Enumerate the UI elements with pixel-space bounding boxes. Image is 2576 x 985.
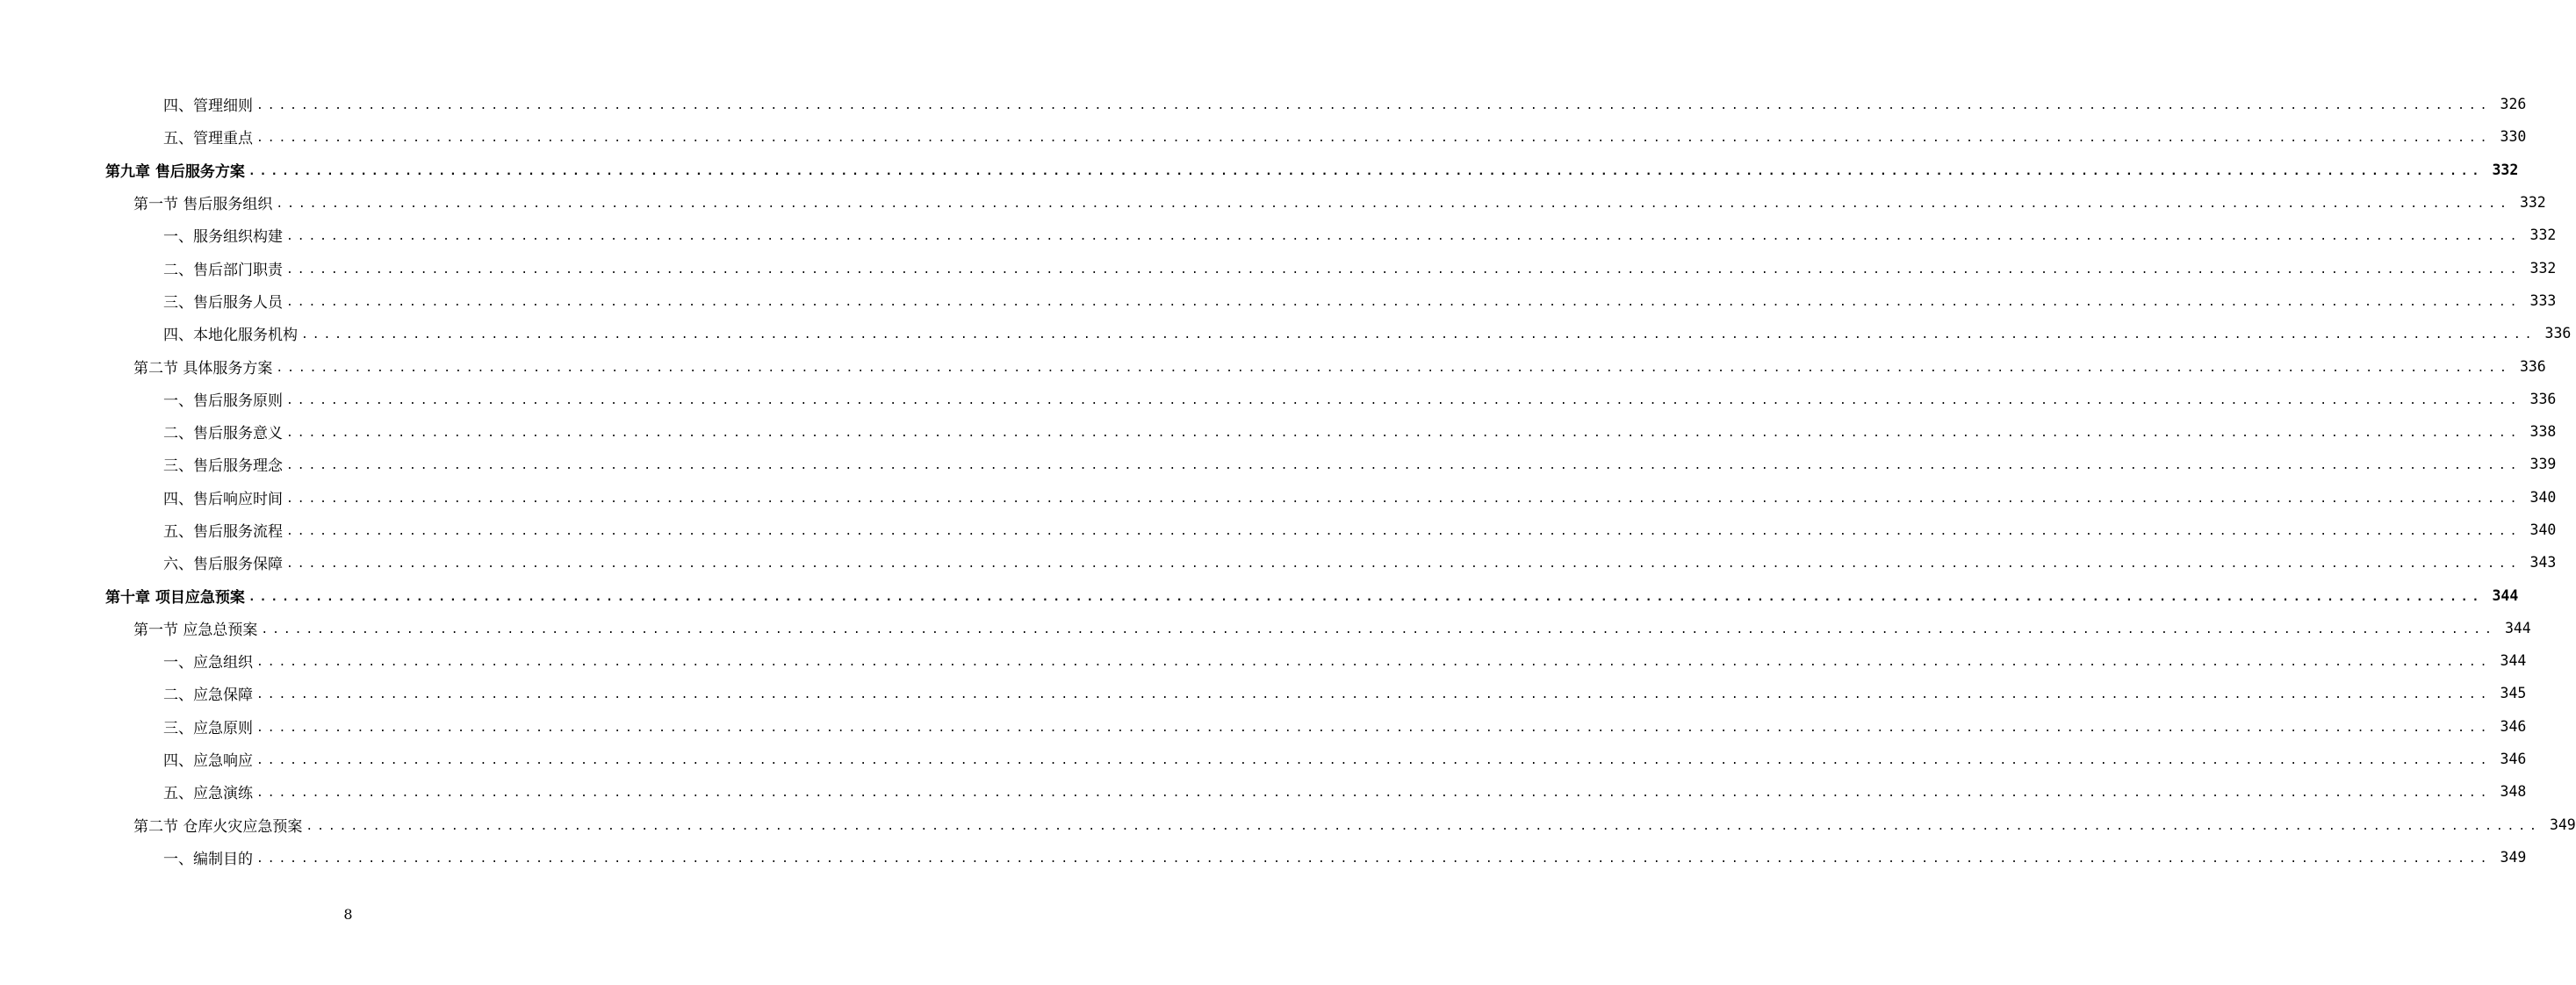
dot-leader: ........................................................................................................................................................................................................ [256, 99, 2492, 113]
toc-entry-label: 五、应急演练 [163, 785, 253, 803]
toc-entry-page-number: 344 [2504, 619, 2531, 636]
toc-entry-item[interactable] [0, 120, 2527, 153]
toc-entry-item[interactable] [0, 88, 2527, 120]
toc-entry-label: 三、售后服务理念 [163, 457, 283, 476]
toc-entry-label: 二、售后部门职责 [163, 261, 283, 279]
toc-entry-page-number: 336 [2544, 325, 2572, 342]
toc-entry-section[interactable] [0, 612, 2531, 644]
toc-entry-item[interactable] [0, 710, 2527, 743]
dot-leader: ........................................................................................................................................................................................................ [286, 262, 2522, 277]
toc-entry-label: 第一节 应急总预案 [133, 621, 258, 639]
toc-entry-page-number: 332 [2529, 226, 2557, 244]
toc-entry-label: 三、应急原则 [163, 719, 253, 737]
toc-entry-item[interactable] [0, 415, 2557, 448]
dot-leader: ........................................................................................................................................................................................................ [306, 819, 2541, 833]
dot-leader: ........................................................................................................................................................................................................ [256, 721, 2492, 735]
toc-entry-section[interactable] [0, 349, 2546, 382]
toc-entry-page-number: 332 [2519, 194, 2546, 212]
toc-entry-page-number: 336 [2519, 357, 2546, 375]
toc-entry-item[interactable] [0, 219, 2557, 251]
toc-entry-label: 三、售后服务人员 [163, 293, 283, 312]
dot-leader: ........................................................................................................................................................................................................ [256, 656, 2492, 670]
toc-entry-page-number: 343 [2529, 554, 2557, 572]
toc-entry-chapter[interactable] [0, 154, 2519, 186]
dot-leader: ........................................................................................................................................................................................................ [286, 459, 2522, 473]
toc-entry-label: 一、编制目的 [163, 850, 253, 868]
toc-entry-label: 五、售后服务流程 [163, 523, 283, 541]
toc-entry-label: 四、应急响应 [163, 752, 253, 771]
toc-entry-page-number: 326 [2500, 96, 2527, 113]
toc-entry-label: 六、售后服务保障 [163, 556, 283, 574]
toc-entry-item[interactable] [0, 251, 2557, 284]
toc-entry-page-number: 344 [2492, 586, 2519, 604]
toc-entry-item[interactable] [0, 644, 2527, 677]
table-of-contents [0, 88, 2576, 874]
dot-leader: ........................................................................................................................................................................................................ [286, 427, 2522, 441]
dot-leader: ........................................................................................................................................................................................................ [286, 557, 2522, 572]
toc-entry-page-number: 344 [2500, 652, 2527, 670]
toc-entry-page-number: 348 [2500, 783, 2527, 801]
toc-entry-item[interactable] [0, 743, 2527, 775]
toc-entry-page-number: 346 [2500, 717, 2527, 735]
toc-entry-page-number: 332 [2529, 259, 2557, 277]
toc-entry-item[interactable] [0, 284, 2557, 317]
toc-entry-page-number: 346 [2500, 751, 2527, 768]
toc-entry-label: 二、应急保障 [163, 687, 253, 705]
toc-entry-label: 一、售后服务原则 [163, 392, 283, 410]
toc-entry-page-number: 340 [2529, 521, 2557, 538]
toc-entry-item[interactable] [0, 317, 2572, 349]
toc-entry-label: 第十章 项目应急预案 [105, 588, 245, 607]
toc-entry-label: 第二节 仓库火灾应急预案 [133, 817, 303, 836]
toc-entry-item[interactable] [0, 448, 2557, 480]
toc-entry-page-number: 338 [2529, 423, 2557, 441]
toc-entry-page-number: 333 [2529, 291, 2557, 309]
dot-leader: ........................................................................................................................................................................................................ [286, 295, 2522, 309]
page-number: 8 [343, 906, 353, 923]
toc-entry-label: 五、管理重点 [163, 130, 253, 148]
toc-entry-item[interactable] [0, 514, 2557, 546]
toc-entry-label: 第二节 具体服务方案 [133, 359, 273, 377]
toc-entry-label: 第九章 售后服务方案 [105, 162, 245, 181]
toc-entry-section[interactable] [0, 809, 2576, 841]
dot-leader: ........................................................................................................................................................................................................ [256, 688, 2492, 702]
dot-leader: ........................................................................................................................................................................................................ [286, 230, 2522, 244]
toc-entry-label: 四、本地化服务机构 [163, 327, 298, 345]
toc-entry-page-number: 332 [2492, 161, 2519, 178]
toc-entry-page-number: 336 [2529, 390, 2557, 407]
dot-leader: ........................................................................................................................................................................................................ [256, 754, 2492, 768]
toc-entry-item[interactable] [0, 546, 2557, 579]
dot-leader: ........................................................................................................................................................................................................ [256, 132, 2492, 146]
toc-entry-label: 四、售后响应时间 [163, 490, 283, 508]
dot-leader: ........................................................................................................................................................................................................ [286, 492, 2522, 506]
dot-leader: ........................................................................................................................................................................................................ [248, 590, 2484, 604]
toc-entry-label: 一、应急组织 [163, 654, 253, 672]
dot-leader: ........................................................................................................................................................................................................ [286, 393, 2522, 407]
toc-entry-item[interactable] [0, 481, 2557, 514]
dot-leader: ........................................................................................................................................................................................................ [256, 787, 2492, 801]
toc-entry-item[interactable] [0, 677, 2527, 709]
toc-entry-section[interactable] [0, 186, 2546, 219]
toc-entry-page-number: 345 [2500, 685, 2527, 702]
dot-leader: ........................................................................................................................................................................................................ [276, 361, 2511, 375]
toc-entry-label: 二、售后服务意义 [163, 425, 283, 443]
dot-leader: ........................................................................................................................................................................................................ [301, 328, 2536, 342]
toc-entry-label: 第一节 售后服务组织 [133, 196, 273, 214]
toc-entry-page-number: 340 [2529, 488, 2557, 506]
toc-entry-page-number: 349 [2549, 816, 2576, 833]
toc-entry-label: 一、服务组织构建 [163, 228, 283, 247]
dot-leader: ........................................................................................................................................................................................................ [276, 198, 2511, 212]
dot-leader: ........................................................................................................................................................................................................ [261, 622, 2496, 636]
dot-leader: ........................................................................................................................................................................................................ [256, 852, 2492, 866]
toc-entry-item[interactable] [0, 841, 2527, 874]
toc-entry-page-number: 349 [2500, 848, 2527, 866]
toc-entry-chapter[interactable] [0, 579, 2519, 611]
toc-entry-item[interactable] [0, 383, 2557, 415]
toc-entry-item[interactable] [0, 775, 2527, 808]
dot-leader: ........................................................................................................................................................................................................ [248, 164, 2484, 178]
toc-entry-page-number: 339 [2529, 456, 2557, 473]
toc-entry-label: 四、管理细则 [163, 97, 253, 116]
toc-entry-page-number: 330 [2500, 128, 2527, 146]
dot-leader: ........................................................................................................................................................................................................ [286, 525, 2522, 538]
